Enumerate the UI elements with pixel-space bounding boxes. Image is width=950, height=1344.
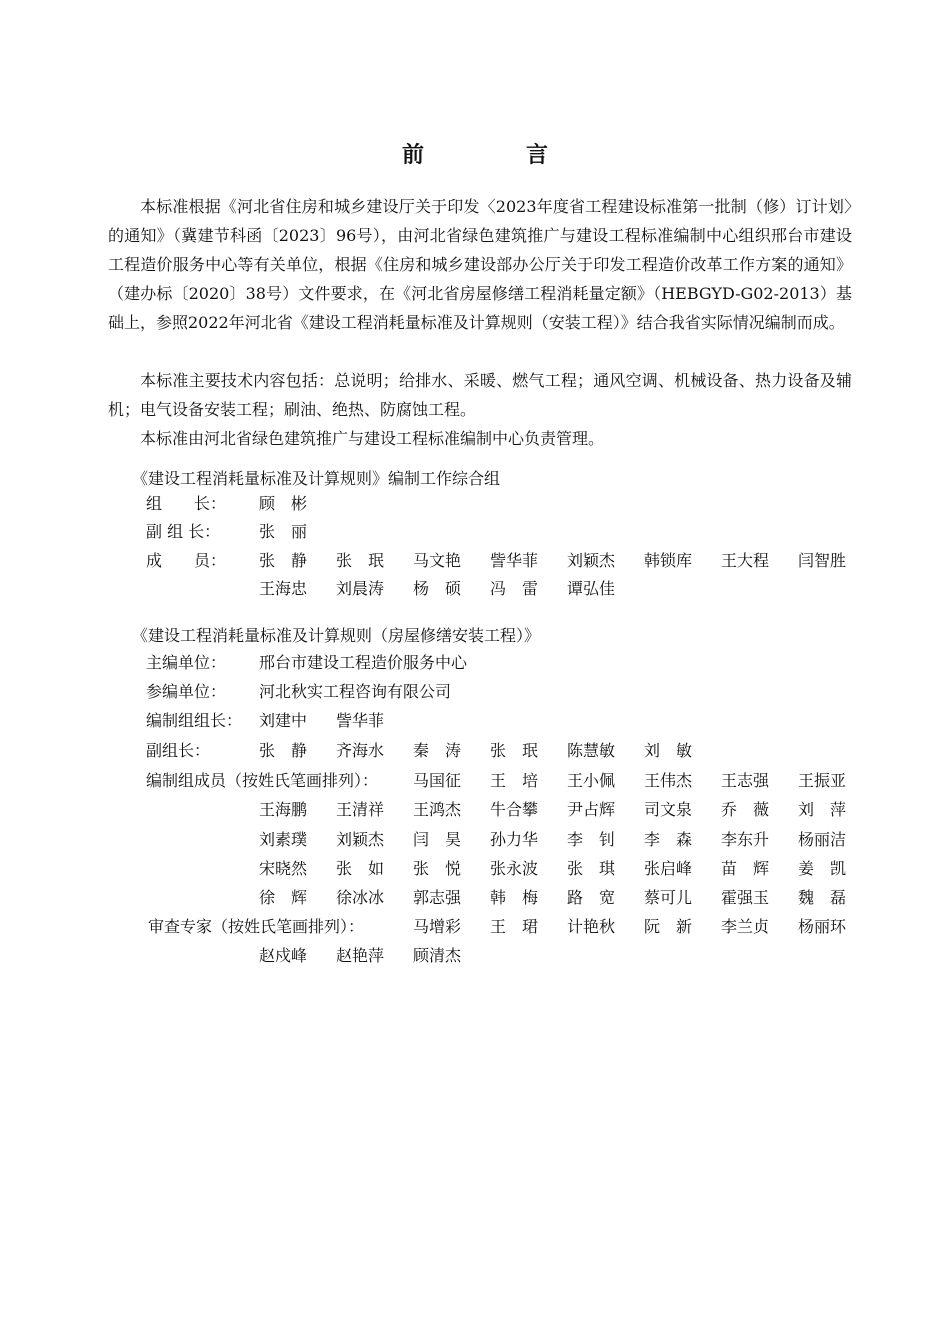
group1-deputy-label: 副 组 长： [146,522,221,541]
member-name: 马国征 [413,771,462,790]
member-name: 王志强 [721,771,770,790]
member-name: 闫智胜 [798,551,847,570]
member-name: 王小佩 [567,771,616,790]
reviewer-name: 顾清杰 [413,946,462,965]
member-name: 刘颖杰 [567,551,616,570]
member-name: 牛合攀 [490,800,539,819]
co-unit-name: 河北秋实工程咨询有限公司 [259,682,452,701]
member-name: 李 钊 [567,830,616,849]
chief-unit-label: 主编单位： [146,653,227,672]
group1-members-row-1 [146,548,866,572]
group1-members-label: 成 员： [146,551,227,570]
member-name: 霍强玉 [721,888,770,907]
group2-members-row-1 [146,768,866,792]
member-name: 王海忠 [259,579,308,598]
reviewers-label: 审查专家（按姓氏笔画排列）： [148,917,365,936]
member-name: 乔 薇 [721,800,770,819]
member-name: 陈慧敏 [567,741,616,760]
member-name: 孙力华 [490,830,539,849]
member-name: 张启峰 [644,859,693,878]
preface-paragraph-3: 本标准由河北省绿色建筑推广与建设工程标准编制中心负责管理。 [140,429,605,448]
member-name: 蔡可儿 [644,888,693,907]
member-name: 韩 梅 [490,888,539,907]
member-name: 齐海水 [336,741,385,760]
co-unit-label: 参编单位： [146,682,227,701]
reviewer-name: 计艳秋 [567,917,616,936]
group2-members-row-3 [146,827,866,851]
group-leader-row [146,708,866,732]
member-name: 张 悦 [413,859,462,878]
member-name: 闫 昊 [413,830,462,849]
preface-paragraph-1: 本标准根据《河北省住房和城乡建设厅关于印发〈2023年度省工程建设标准第一批制（修）订计划〉的通知》（冀建节科函〔2023〕96号），由河北省绿色建筑推广与建设工程标准编制中心组织邢台市建设工程造价服务中心等有关单位，根据《住房和城乡建设部办公厅关于印发工程造价改革工作方案的通知》（建办标〔2020〕38号）文件要求，在《河北省房屋修缮工程消耗量定额》（HEBGYD-G02-2013）基础上，参照2022年河北省《建设工程消耗量标准及计算规则（安装工程）》结合我省实际情况编制而成。 [108,197,852,332]
member-name: 徐 辉 [259,888,308,907]
reviewer-name: 阮 新 [644,917,693,936]
member-name: 王 培 [490,771,539,790]
page-title: 前 言 [401,142,588,168]
member-name: 张 琪 [567,859,616,878]
member-name: 韩锁库 [644,551,693,570]
member-name: 刘素璞 [259,830,308,849]
member-name: 张 如 [336,859,385,878]
member-name: 王海鹏 [259,800,308,819]
group1-deputy-row [146,519,866,543]
member-name: 王鸿杰 [413,800,462,819]
group1-deputy-name: 张 丽 [259,522,308,541]
member-name: 谭弘佳 [567,579,616,598]
member-name: 刘 敏 [644,741,693,760]
member-name: 苗 辉 [721,859,770,878]
member-name: 马文艳 [413,551,462,570]
member-name: 张 珉 [490,741,539,760]
member-name: 刘建中 [259,711,308,730]
member-name: 刘颖杰 [336,830,385,849]
group2-deputy-label: 副组长： [146,741,211,760]
chief-unit-row [146,650,866,674]
member-name: 张 静 [259,741,308,760]
group2-members-label: 编制组成员（按姓氏笔画排列）： [146,771,379,790]
member-name: 李东升 [721,830,770,849]
co-unit-row [146,679,866,703]
group2-members-row-5 [146,885,866,909]
group1-leader-row [146,491,866,515]
member-name: 郭志强 [413,888,462,907]
reviewer-name: 杨丽环 [798,917,847,936]
member-name: 訾华菲 [336,711,385,730]
member-name: 王清祥 [336,800,385,819]
member-name: 李 森 [644,830,693,849]
reviewer-name: 赵戍峰 [259,946,308,965]
member-name: 魏 磊 [798,888,847,907]
member-name: 訾华菲 [490,551,539,570]
chief-unit-name: 邢台市建设工程造价服务中心 [259,653,468,672]
group2-deputy-row [146,738,866,762]
preface-paragraph-2: 本标准主要技术内容包括：总说明；给排水、采暖、燃气工程；通风空调、机械设备、热力设备及辅机；电气设备安装工程；刷油、绝热、防腐蚀工程。 [108,371,852,419]
member-name: 张永波 [490,859,539,878]
member-name: 王大程 [721,551,770,570]
reviewer-name: 李兰贞 [721,917,770,936]
member-name: 刘晨涛 [336,579,385,598]
member-name: 杨丽洁 [798,830,847,849]
member-name: 杨 硕 [413,579,462,598]
member-name: 刘 萍 [798,800,847,819]
member-name: 秦 涛 [413,741,462,760]
group2-heading: 《建设工程消耗量标准及计算规则（房屋修缮安装工程）》 [132,626,541,645]
group1-heading: 《建设工程消耗量标准及计算规则》编制工作综合组 [132,469,501,488]
member-name: 张 珉 [336,551,385,570]
reviewer-name: 马增彩 [413,917,462,936]
member-name: 王振亚 [798,771,847,790]
reviewers-row-1 [146,914,866,938]
reviewer-name: 王 珺 [490,917,539,936]
reviewer-name: 赵艳萍 [336,946,385,965]
group-leader-label: 编制组组长： [146,711,243,730]
member-name: 徐冰冰 [336,888,385,907]
reviewers-row-2 [146,943,866,967]
group1-leader-label: 组 长： [146,494,227,513]
member-name: 尹占辉 [567,800,616,819]
member-name: 宋晓然 [259,859,308,878]
member-name: 司文泉 [644,800,693,819]
member-name: 姜 凯 [798,859,847,878]
member-name: 冯 雷 [490,579,539,598]
member-name: 王伟杰 [644,771,693,790]
group2-members-row-2 [146,797,866,821]
group2-members-row-4 [146,856,866,880]
group1-members-row-2 [146,576,866,600]
member-name: 路 宽 [567,888,616,907]
member-name: 张 静 [259,551,308,570]
group1-leader-name: 顾 彬 [259,494,308,513]
